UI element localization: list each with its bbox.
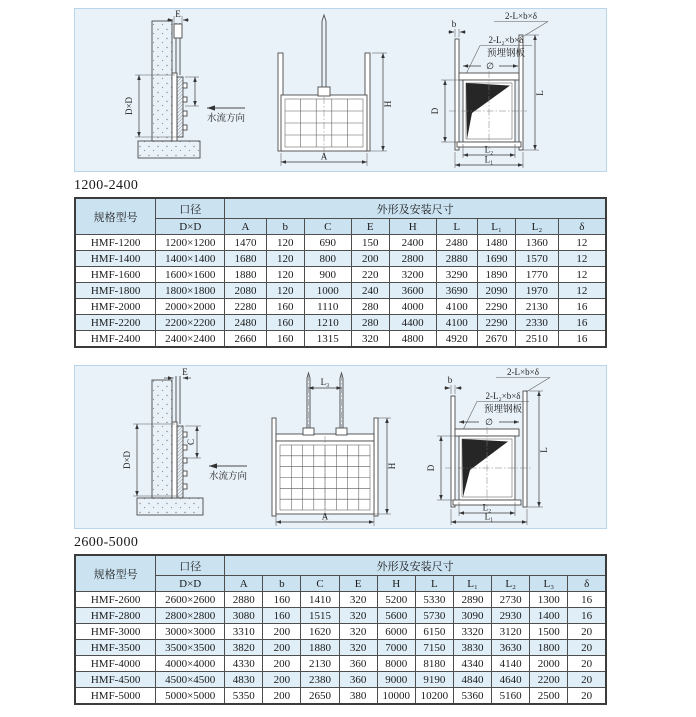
header-col-delta: δ	[568, 576, 606, 592]
dimension-cell: 5330	[415, 592, 453, 608]
dim-label-a: A	[320, 151, 328, 162]
dimension-cell: 200	[263, 640, 301, 656]
dimension-cell: 10000	[377, 688, 415, 705]
diameter-cell: 4500×4500	[156, 672, 225, 688]
document-page	[74, 0, 607, 705]
dim-label-dxd: D×D	[124, 96, 134, 116]
dimension-cell: 3690	[436, 283, 477, 299]
dimension-cell: 120	[266, 235, 304, 251]
diameter-cell: 2600×2600	[156, 592, 225, 608]
dimension-cell: 1570	[516, 251, 558, 267]
dimension-cell: 3090	[453, 608, 491, 624]
dimension-cell: 3290	[436, 267, 477, 283]
dimension-cell: 1360	[516, 235, 558, 251]
dimension-cell: 690	[304, 235, 351, 251]
dimension-cell: 20	[568, 688, 606, 705]
dimension-cell: 360	[339, 672, 377, 688]
dimension-cell: 200	[263, 688, 301, 705]
dimension-cell: 2280	[225, 299, 266, 315]
dimension-cell: 1110	[304, 299, 351, 315]
dim-label-l2: L₂	[484, 144, 494, 155]
header-col-c: C	[304, 219, 351, 235]
diameter-symbol: ∅	[486, 61, 494, 71]
dimension-cell: 2080	[225, 283, 266, 299]
dimension-cell: 1880	[225, 267, 266, 283]
dimension-cell: 320	[339, 592, 377, 608]
dimension-cell: 2510	[516, 331, 558, 348]
dimension-cell: 200	[263, 624, 301, 640]
dimension-cell: 1410	[301, 592, 339, 608]
dimension-cell: 2660	[225, 331, 266, 348]
dimension-cell: 2670	[477, 331, 515, 348]
dimension-cell: 1515	[301, 608, 339, 624]
plate-spec-outer-label: 2-L×b×δ	[507, 367, 539, 377]
table-row	[75, 608, 606, 624]
dimension-cell: 20	[568, 624, 606, 640]
dimension-cell: 4000	[389, 299, 436, 315]
header-dimensions: 外形及安装尺寸	[225, 198, 606, 219]
dim-label-e: E	[175, 9, 181, 19]
dim-label-l2: L₂	[482, 502, 492, 513]
model-cell: HMF-2800	[75, 608, 156, 624]
dimension-cell: 7000	[377, 640, 415, 656]
installation-diagram-double-stem	[75, 366, 606, 528]
dim-label-c: C	[186, 438, 196, 446]
dimension-cell: 2000	[530, 656, 568, 672]
dimension-cell: 1880	[301, 640, 339, 656]
table-row	[75, 299, 606, 315]
dimension-cell: 2290	[477, 299, 515, 315]
dimension-cell: 3200	[389, 267, 436, 283]
dim-label-h: H	[387, 462, 397, 470]
model-cell: HMF-1600	[75, 267, 156, 283]
diameter-cell: 3000×3000	[156, 624, 225, 640]
dimension-cell: 3320	[453, 624, 491, 640]
side-view	[124, 9, 245, 158]
diameter-cell: 5000×5000	[156, 688, 225, 705]
table-row	[75, 672, 606, 688]
header-col-l: L	[415, 576, 453, 592]
dimension-cell: 2880	[225, 592, 263, 608]
header-col-a: A	[225, 576, 263, 592]
header-col-delta: δ	[558, 219, 606, 235]
dimension-cell: 4800	[389, 331, 436, 348]
diagram-panel-2	[74, 365, 607, 529]
model-cell: HMF-2400	[75, 331, 156, 348]
dimension-cell: 280	[351, 315, 389, 331]
diameter-cell: 2400×2400	[156, 331, 225, 348]
model-cell: HMF-3500	[75, 640, 156, 656]
dimension-cell: 7150	[415, 640, 453, 656]
model-cell: HMF-2200	[75, 315, 156, 331]
dimension-cell: 20	[568, 672, 606, 688]
dimension-cell: 4640	[492, 672, 530, 688]
dimension-cell: 4920	[436, 331, 477, 348]
dimension-cell: 2500	[530, 688, 568, 705]
header-col-b: b	[266, 219, 304, 235]
dimension-cell: 16	[558, 315, 606, 331]
dimension-cell: 16	[568, 592, 606, 608]
table-row	[75, 656, 606, 672]
dimension-cell: 12	[558, 267, 606, 283]
dimension-cell: 1210	[304, 315, 351, 331]
dimension-cell: 3820	[225, 640, 263, 656]
dim-label-d: D	[430, 107, 440, 115]
diameter-cell: 4000×4000	[156, 656, 225, 672]
plate-spec-inner-label: 2-L₂×b×δ	[488, 35, 524, 45]
dimension-cell: 2800	[389, 251, 436, 267]
dimension-cell: 2200	[530, 672, 568, 688]
dim-label-l: L	[535, 90, 545, 96]
header-diameter-sub: D×D	[156, 219, 225, 235]
header-col-c: C	[301, 576, 339, 592]
table-row	[75, 251, 606, 267]
dimension-cell: 160	[266, 315, 304, 331]
dimension-cell: 1770	[516, 267, 558, 283]
table-row	[75, 283, 606, 299]
dimension-cell: 240	[351, 283, 389, 299]
section-title-1: 1200-2400	[74, 178, 139, 193]
table-row	[75, 331, 606, 348]
installation-diagram-single-stem	[75, 9, 606, 171]
dim-label-l1: L₁	[484, 154, 494, 165]
model-cell: HMF-1200	[75, 235, 156, 251]
table-body	[75, 592, 606, 705]
header-col-a: A	[225, 219, 266, 235]
diameter-cell: 1600×1600	[156, 267, 225, 283]
diameter-cell: 2000×2000	[156, 299, 225, 315]
header-dimensions: 外形及安装尺寸	[225, 555, 606, 576]
dimension-cell: 320	[351, 331, 389, 348]
dimension-cell: 1470	[225, 235, 266, 251]
header-col-b: b	[263, 576, 301, 592]
spec-table-2600-5000	[74, 554, 607, 705]
dimension-cell: 1690	[477, 251, 515, 267]
header-col-h: H	[377, 576, 415, 592]
header-col-e: E	[339, 576, 377, 592]
dimension-cell: 120	[266, 283, 304, 299]
dimension-cell: 200	[351, 251, 389, 267]
dimension-cell: 9000	[377, 672, 415, 688]
dimension-cell: 5160	[492, 688, 530, 705]
dimension-cell: 5200	[377, 592, 415, 608]
dimension-cell: 1970	[516, 283, 558, 299]
embedded-plate-label: 预埋钢板	[483, 405, 523, 415]
dimension-cell: 2090	[477, 283, 515, 299]
front-view	[272, 373, 397, 526]
model-cell: HMF-4500	[75, 672, 156, 688]
dimension-cell: 1300	[530, 592, 568, 608]
dimension-cell: 320	[339, 608, 377, 624]
diameter-cell: 1200×1200	[156, 235, 225, 251]
dimension-cell: 4830	[225, 672, 263, 688]
dimension-cell: 2130	[516, 299, 558, 315]
dimension-cell: 360	[339, 656, 377, 672]
dimension-cell: 1400	[530, 608, 568, 624]
model-cell: HMF-1400	[75, 251, 156, 267]
table-row	[75, 235, 606, 251]
dimension-cell: 5360	[453, 688, 491, 705]
table-row	[75, 688, 606, 705]
dim-label-l1: L₁	[484, 511, 494, 522]
dimension-cell: 8000	[377, 656, 415, 672]
dimension-cell: 2930	[492, 608, 530, 624]
table-row	[75, 267, 606, 283]
dimension-cell: 160	[266, 331, 304, 348]
table-row	[75, 640, 606, 656]
dimension-cell: 6000	[377, 624, 415, 640]
dimension-cell: 8180	[415, 656, 453, 672]
table-row	[75, 315, 606, 331]
dimension-cell: 2890	[453, 592, 491, 608]
dimension-cell: 900	[304, 267, 351, 283]
dimension-cell: 3080	[225, 608, 263, 624]
dim-label-l: L	[539, 447, 549, 453]
diameter-cell: 2800×2800	[156, 608, 225, 624]
table-header	[75, 198, 606, 235]
dimension-cell: 2330	[516, 315, 558, 331]
dimension-cell: 4100	[436, 315, 477, 331]
dimension-cell: 2380	[301, 672, 339, 688]
model-cell: HMF-1800	[75, 283, 156, 299]
dimension-cell: 1480	[477, 235, 515, 251]
section-view	[430, 11, 548, 168]
section-view	[426, 367, 550, 525]
dimension-cell: 4100	[436, 299, 477, 315]
flow-arrow-icon	[207, 105, 215, 110]
dimension-cell: 4140	[492, 656, 530, 672]
diameter-cell: 2200×2200	[156, 315, 225, 331]
dimension-cell: 1620	[301, 624, 339, 640]
diameter-symbol: ∅	[485, 417, 493, 427]
dim-label-a: A	[321, 511, 329, 522]
dimension-cell: 3310	[225, 624, 263, 640]
dimension-cell: 20	[568, 656, 606, 672]
dim-label-e: E	[182, 367, 188, 377]
dimension-cell: 160	[263, 592, 301, 608]
dimension-cell: 220	[351, 267, 389, 283]
dimension-cell: 5350	[225, 688, 263, 705]
dim-label-l3: L₃	[320, 377, 330, 387]
dimension-cell: 1800	[530, 640, 568, 656]
dimension-cell: 1500	[530, 624, 568, 640]
dimension-cell: 16	[558, 299, 606, 315]
header-col-l: L	[436, 219, 477, 235]
diagram-panel-1	[74, 8, 607, 172]
dimension-cell: 1680	[225, 251, 266, 267]
dimension-cell: 320	[339, 624, 377, 640]
model-cell: HMF-3000	[75, 624, 156, 640]
dimension-cell: 120	[266, 267, 304, 283]
flow-direction-label: 水流方向	[208, 472, 248, 482]
flow-direction-label: 水流方向	[206, 114, 246, 124]
embedded-plate-label: 预埋钢板	[486, 49, 526, 59]
dimension-cell: 320	[339, 640, 377, 656]
dimension-cell: 10200	[415, 688, 453, 705]
plate-spec-inner-label: 2-L₂×b×δ	[485, 391, 521, 401]
header-col-l3: L₃	[530, 576, 568, 592]
dimension-cell: 9190	[415, 672, 453, 688]
header-diameter-sub: D×D	[156, 576, 225, 592]
side-view	[122, 367, 247, 515]
dimension-cell: 5600	[377, 608, 415, 624]
dimension-cell: 1890	[477, 267, 515, 283]
header-diameter: 口径	[156, 555, 225, 576]
dim-label-b: b	[447, 375, 453, 385]
diameter-cell: 1400×1400	[156, 251, 225, 267]
dimension-cell: 280	[351, 299, 389, 315]
dimension-cell: 3120	[492, 624, 530, 640]
dimension-cell: 16	[558, 331, 606, 348]
diameter-cell: 3500×3500	[156, 640, 225, 656]
header-diameter: 口径	[156, 198, 225, 219]
dimension-cell: 800	[304, 251, 351, 267]
dimension-cell: 2880	[436, 251, 477, 267]
dimension-cell: 200	[263, 656, 301, 672]
dimension-cell: 4330	[225, 656, 263, 672]
header-col-l2: L₂	[492, 576, 530, 592]
header-model: 规格型号	[75, 555, 156, 592]
dimension-cell: 4840	[453, 672, 491, 688]
dimension-cell: 150	[351, 235, 389, 251]
dimension-cell: 160	[263, 608, 301, 624]
table-row	[75, 624, 606, 640]
dimension-cell: 120	[266, 251, 304, 267]
diameter-cell: 1800×1800	[156, 283, 225, 299]
model-cell: HMF-2000	[75, 299, 156, 315]
dim-label-dxd: D×D	[122, 450, 132, 470]
table-row	[75, 592, 606, 608]
dimension-cell: 160	[266, 299, 304, 315]
dim-label-h: H	[383, 100, 393, 108]
model-cell: HMF-4000	[75, 656, 156, 672]
dimension-cell: 200	[263, 672, 301, 688]
model-cell: HMF-2600	[75, 592, 156, 608]
dimension-cell: 380	[339, 688, 377, 705]
header-col-l2: L₂	[516, 219, 558, 235]
dimension-cell: 12	[558, 251, 606, 267]
table-header	[75, 555, 606, 592]
plate-spec-outer-label: 2-L×b×δ	[505, 11, 537, 21]
header-col-l1: L₁	[477, 219, 515, 235]
model-cell: HMF-5000	[75, 688, 156, 705]
dimension-cell: 4400	[389, 315, 436, 331]
dimension-cell: 16	[568, 608, 606, 624]
section-title-2: 2600-5000	[74, 535, 139, 550]
dimension-cell: 6150	[415, 624, 453, 640]
header-col-h: H	[389, 219, 436, 235]
dimension-cell: 2130	[301, 656, 339, 672]
front-view	[278, 15, 393, 166]
dimension-cell: 2480	[225, 315, 266, 331]
dimension-cell: 2480	[436, 235, 477, 251]
header-col-l1: L₁	[453, 576, 491, 592]
dimension-cell: 3630	[492, 640, 530, 656]
header-model: 规格型号	[75, 198, 156, 235]
dim-label-d: D	[426, 464, 436, 472]
dimension-cell: 5730	[415, 608, 453, 624]
dim-label-b: b	[451, 19, 457, 29]
dimension-cell: 2650	[301, 688, 339, 705]
dimension-cell: 2400	[389, 235, 436, 251]
table-body	[75, 235, 606, 348]
dimension-cell: 1315	[304, 331, 351, 348]
dimension-cell: 2290	[477, 315, 515, 331]
dimension-cell: 4340	[453, 656, 491, 672]
dimension-cell: 1000	[304, 283, 351, 299]
header-col-e: E	[351, 219, 389, 235]
dimension-cell: 20	[568, 640, 606, 656]
spec-table-1200-2400	[74, 197, 607, 348]
dimension-cell: 3600	[389, 283, 436, 299]
flow-arrow-icon	[209, 463, 217, 468]
dimension-cell: 12	[558, 235, 606, 251]
dimension-cell: 2730	[492, 592, 530, 608]
dimension-cell: 12	[558, 283, 606, 299]
dimension-cell: 3830	[453, 640, 491, 656]
